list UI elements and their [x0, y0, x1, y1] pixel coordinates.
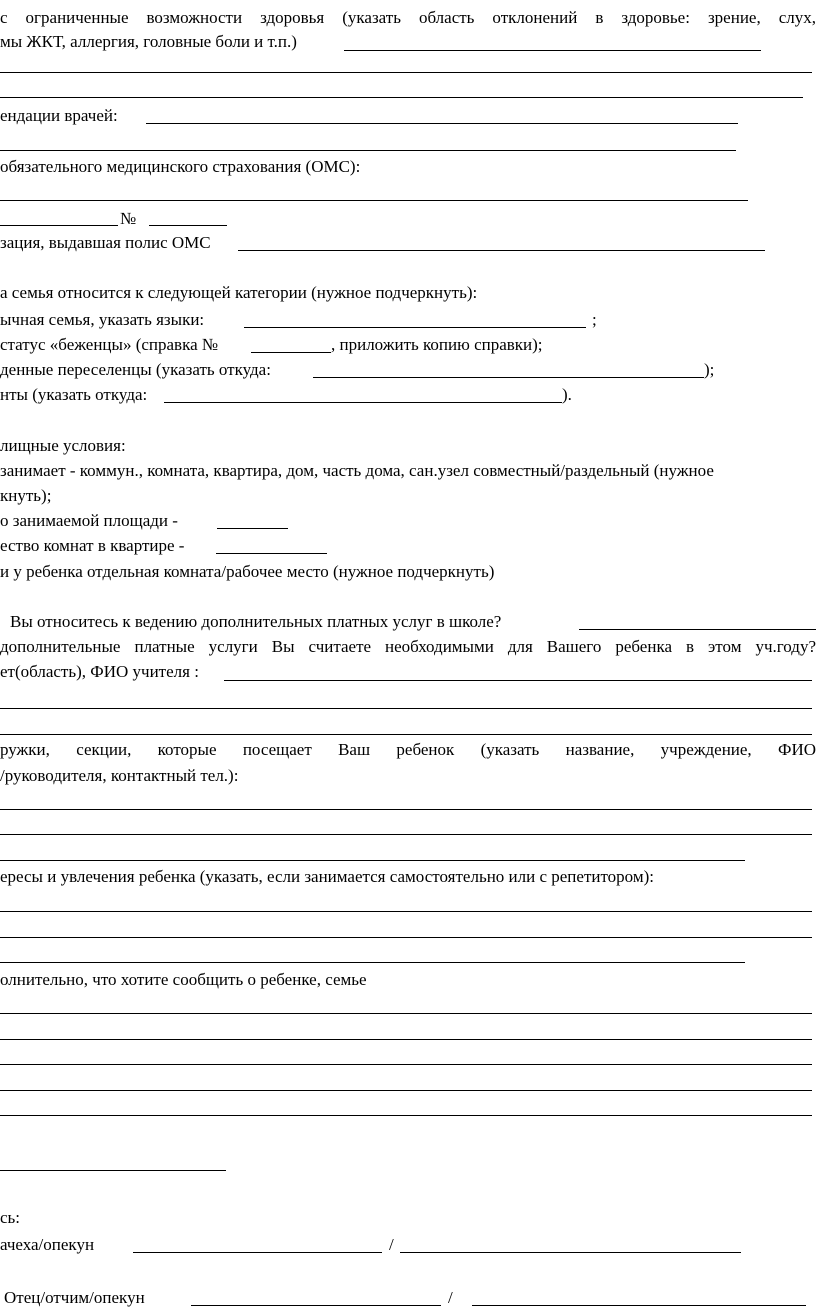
doctor-recommendations-label: ендации врачей:	[0, 106, 118, 125]
family-item-bilingual: ычная семья, указать языки:	[0, 310, 205, 329]
clubs-question-line-2: /руководителя, контактный тел.):	[0, 766, 239, 785]
extra-info-question: олнительно, что хотите сообщить о ребенке, семье	[0, 970, 367, 989]
paid-services-needed: дополнительные платные услуги Вы считаете необходимыми для Вашего ребенка в этом уч.году?	[0, 637, 816, 656]
oms-number-line[interactable]	[149, 225, 227, 226]
housing-heading: лищные условия:	[0, 436, 126, 455]
extra-info-answer-line[interactable]	[0, 1039, 812, 1040]
extra-info-answer-line[interactable]	[0, 1090, 812, 1091]
family-item-refugees-end: , приложить копию справки);	[331, 335, 543, 354]
migrants-origin-line[interactable]	[164, 402, 562, 403]
family-item-bilingual-end: ;	[592, 310, 597, 329]
extra-info-answer-line[interactable]	[0, 1064, 812, 1065]
paid-services-subject: ет(область), ФИО учителя :	[0, 662, 199, 681]
paid-services-answer-line[interactable]	[579, 629, 816, 630]
oms-answer-line[interactable]	[0, 200, 748, 201]
housing-own-room: и у ребенка отдельная комната/рабочее место (нужное подчеркнуть)	[0, 562, 495, 581]
clubs-answer-line[interactable]	[0, 834, 812, 835]
housing-area-line[interactable]	[217, 528, 288, 529]
displaced-origin-line[interactable]	[313, 377, 704, 378]
oms-issuer-label: зация, выдавшая полис ОМС	[0, 233, 211, 252]
housing-rooms-label: ество комнат в квартире -	[0, 536, 185, 555]
family-category-heading: а семья относится к следующей категории (нужное подчеркнуть):	[0, 283, 478, 302]
extra-info-answer-line[interactable]	[0, 1115, 812, 1116]
mother-signature-label: ачеха/опекун	[0, 1235, 95, 1254]
mother-name-line[interactable]	[400, 1252, 741, 1253]
oms-number-sign: №	[120, 209, 137, 228]
interests-question: ересы и увлечения ребенка (указать, если занимается самостоятельно или с репетитором):	[0, 867, 655, 886]
oms-label: обязательного медицинского страхования (ОМС):	[0, 157, 361, 176]
family-item-displaced: денные переселенцы (указать откуда:	[0, 360, 271, 379]
paid-services-answer-line[interactable]	[0, 734, 812, 735]
family-item-displaced-end: );	[704, 360, 715, 379]
clubs-question-line-1: ружки, секции, которые посещает Ваш ребенок (указать название, учреждение, ФИО	[0, 740, 816, 759]
paid-services-question: Вы относитесь к ведению дополнительных платных услуг в школе?	[10, 612, 502, 631]
housing-type-line-2: кнуть);	[0, 486, 52, 505]
mother-signature-line[interactable]	[133, 1252, 382, 1253]
interests-answer-line[interactable]	[0, 962, 745, 963]
refugee-certificate-line[interactable]	[251, 352, 331, 353]
health-answer-line[interactable]	[0, 72, 812, 73]
doctor-answer-line[interactable]	[146, 123, 738, 124]
clubs-answer-line[interactable]	[0, 809, 812, 810]
health-line-2: мы ЖКТ, аллергия, головные боли и т.п.)	[0, 32, 297, 51]
health-answer-line[interactable]	[344, 50, 761, 51]
father-signature-line[interactable]	[191, 1305, 441, 1306]
oms-series-line[interactable]	[0, 225, 118, 226]
oms-issuer-line[interactable]	[238, 250, 765, 251]
father-signature-separator: /	[448, 1288, 453, 1307]
father-name-line[interactable]	[472, 1305, 806, 1306]
family-item-migrants: нты (указать откуда:	[0, 385, 148, 404]
mother-signature-separator: /	[389, 1235, 394, 1254]
family-item-migrants-end: ).	[562, 385, 572, 404]
paid-services-subject-line[interactable]	[224, 680, 812, 681]
paid-services-answer-line[interactable]	[0, 708, 812, 709]
interests-answer-line[interactable]	[0, 911, 812, 912]
health-answer-line[interactable]	[0, 97, 803, 98]
signature-heading: сь:	[0, 1208, 21, 1227]
housing-area-label: о занимаемой площади -	[0, 511, 178, 530]
father-signature-label: Отец/отчим/опекун	[4, 1288, 145, 1307]
family-languages-line[interactable]	[244, 327, 586, 328]
date-line[interactable]	[0, 1170, 226, 1171]
doctor-answer-line[interactable]	[0, 150, 736, 151]
health-line-1: с ограниченные возможности здоровья (указать область отклонений в здоровье: зрение, слух,	[0, 8, 816, 27]
interests-answer-line[interactable]	[0, 937, 812, 938]
extra-info-answer-line[interactable]	[0, 1013, 812, 1014]
housing-rooms-line[interactable]	[216, 553, 327, 554]
family-item-refugees: статус «беженцы» (справка №	[0, 335, 219, 354]
housing-type-line-1: занимает - коммун., комната, квартира, дом, часть дома, сан.узел совместный/раздельный (нужное	[0, 461, 714, 480]
clubs-answer-line[interactable]	[0, 860, 745, 861]
